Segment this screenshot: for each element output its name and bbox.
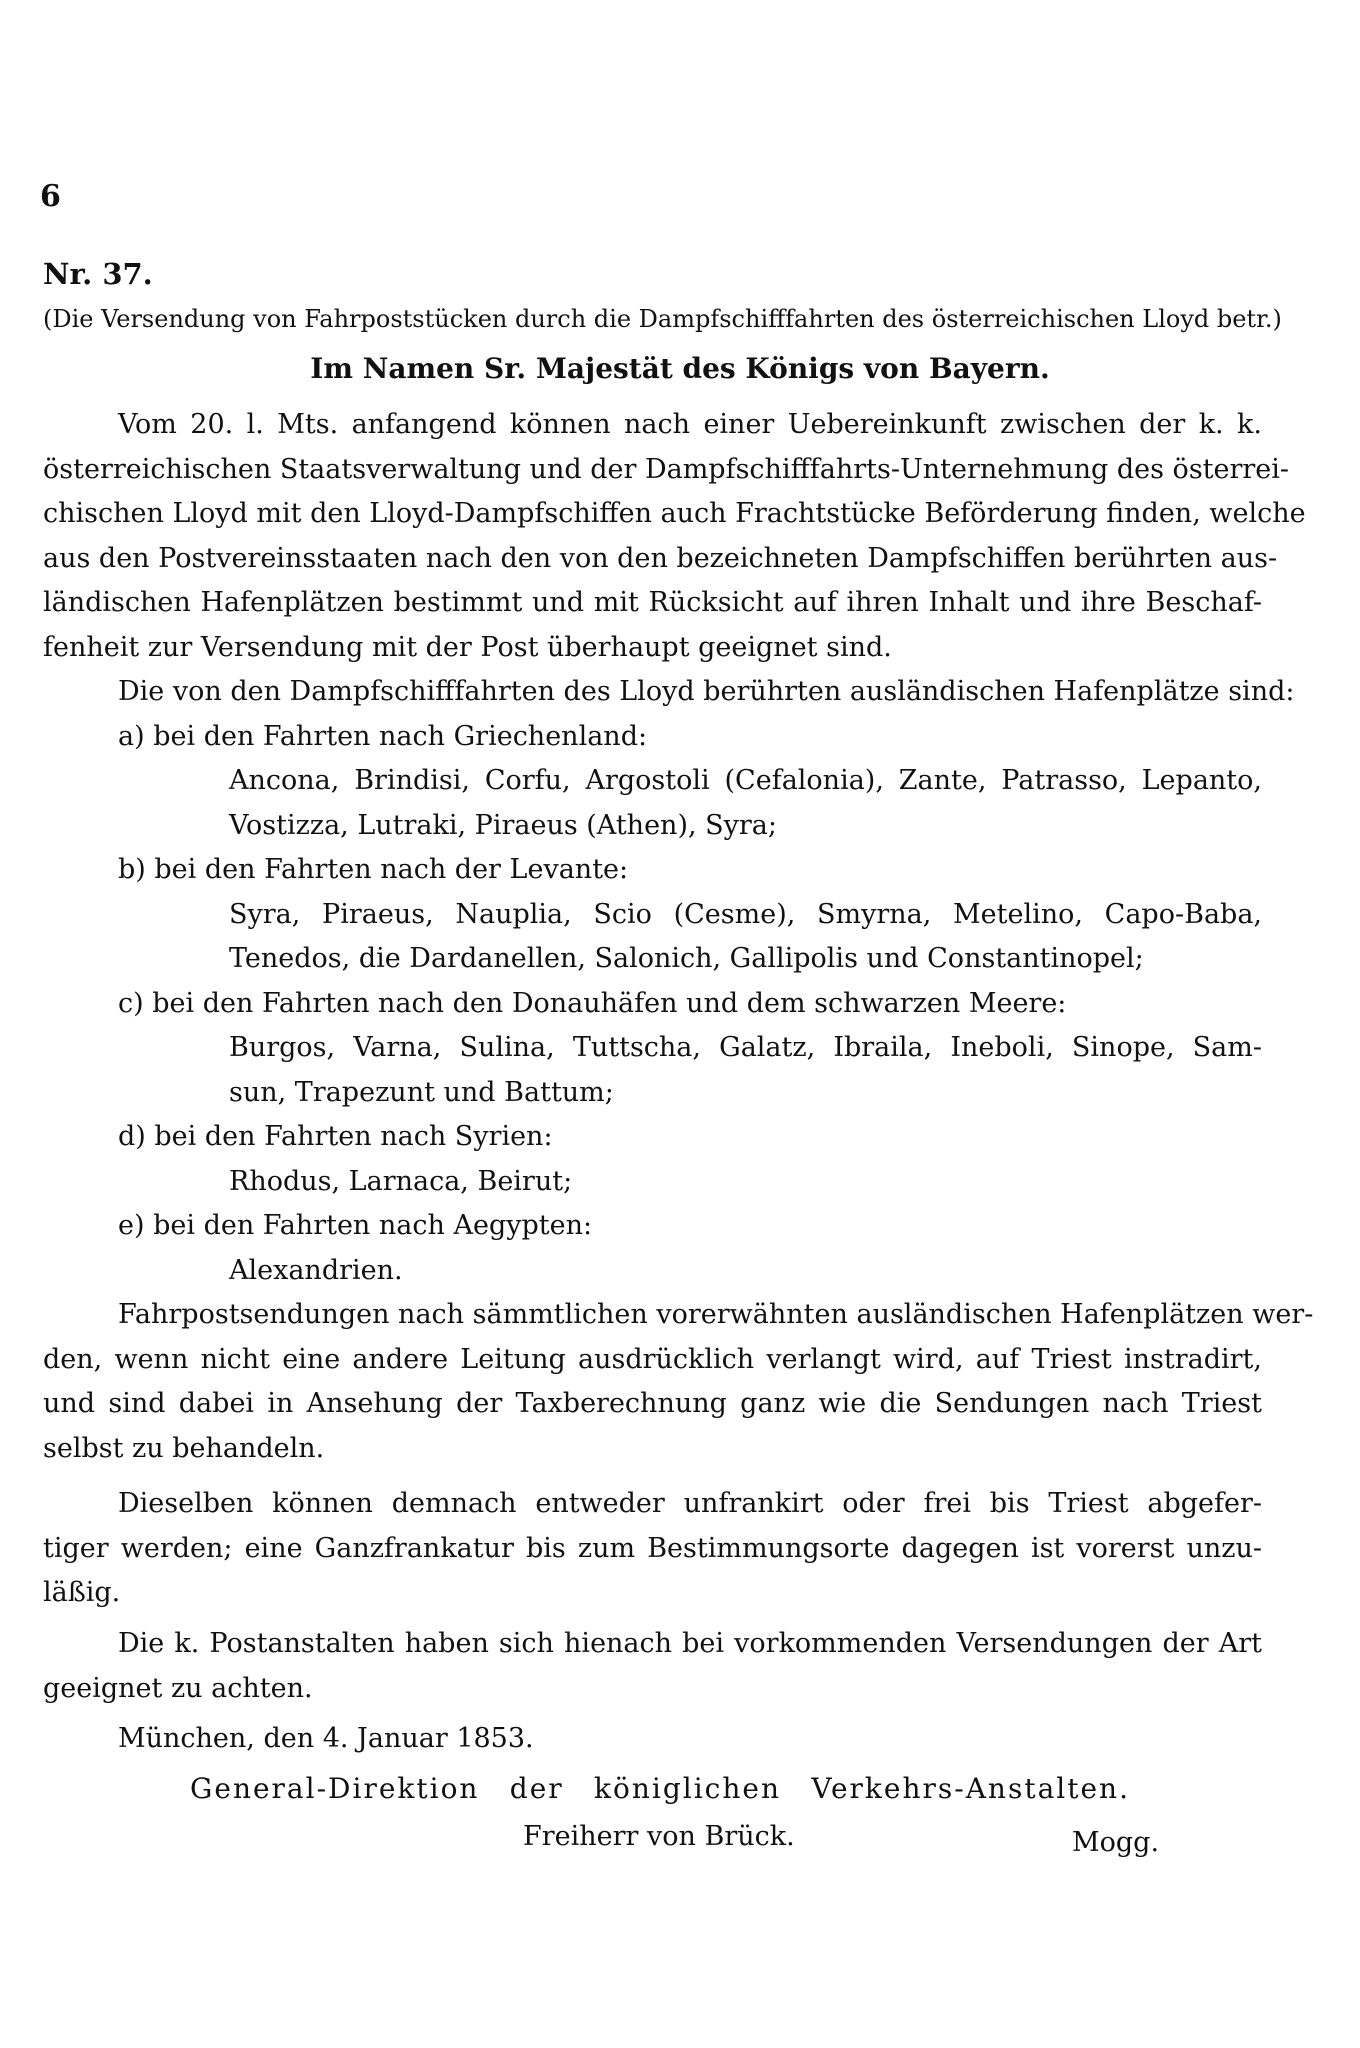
paragraph-1-line: aus den Postvereinsstaaten nach den von den bezeichneten Dampfschiffen berührten aus- xyxy=(43,543,1278,574)
paragraph-3-line: Fahrpostsendungen nach sämmtlichen vorerwähnten ausländischen Hafenplätzen wer- xyxy=(118,1299,1314,1330)
route-ports: Syra, Piraeus, Nauplia, Scio (Cesme), Smyrna, Metelino, Capo-Baba, xyxy=(229,899,1262,930)
paragraph-5-line: Die k. Postanstalten haben sich hienach bei vorkommenden Versendungen der Art xyxy=(118,1628,1262,1659)
route-label-syria: d) bei den Fahrten nach Syrien: xyxy=(118,1121,553,1152)
route-label-levant: b) bei den Fahrten nach der Levante: xyxy=(118,854,629,885)
route-label-egypt: e) bei den Fahrten nach Aegypten: xyxy=(118,1210,593,1241)
paragraph-4-line: Dieselben können demnach entweder unfrankirt oder frei bis Triest abgefer- xyxy=(118,1488,1262,1519)
signatory-mogg: Mogg. xyxy=(1072,1827,1160,1858)
paragraph-4-line: läßig. xyxy=(43,1577,121,1608)
page-number: 6 xyxy=(40,179,61,214)
signature-organization: General-Direktion der königlichen Verkehrs-Anstalten. xyxy=(190,1772,1130,1805)
paragraph-4-line: tiger werden; eine Ganzfrankatur bis zum Bestimmungsorte dagegen ist vorerst unzu- xyxy=(43,1533,1262,1564)
decree-number: Nr. 37. xyxy=(43,257,153,291)
route-label-greece: a) bei den Fahrten nach Griechenland: xyxy=(118,721,648,752)
route-ports: Ancona, Brindisi, Corfu, Argostoli (Cefalonia), Zante, Patrasso, Lepanto, xyxy=(229,765,1262,796)
paragraph-1-line: ländischen Hafenplätzen bestimmt und mit Rücksicht auf ihren Inhalt und ihre Beschaf- xyxy=(43,587,1262,618)
decree-subject: (Die Versendung von Fahrpoststücken durch die Dampfschifffahrten des österreichischen Lloyd betr.) xyxy=(43,305,1282,333)
paragraph-1-line: chischen Lloyd mit den Lloyd-Dampfschiffen auch Frachtstücke Beförderung finden, welche xyxy=(43,498,1306,529)
paragraph-3-line: selbst zu behandeln. xyxy=(43,1433,325,1464)
paragraph-3-line: und sind dabei in Ansehung der Taxberechnung ganz wie die Sendungen nach Triest xyxy=(43,1388,1262,1419)
route-label-danube: c) bei den Fahrten nach den Donauhäfen und dem schwarzen Meere: xyxy=(118,988,1067,1019)
decree-heading: Im Namen Sr. Majestät des Königs von Bayern. xyxy=(310,352,1050,385)
route-ports: Rhodus, Larnaca, Beirut; xyxy=(229,1166,573,1197)
route-ports: sun, Trapezunt und Battum; xyxy=(229,1077,614,1108)
route-ports: Alexandrien. xyxy=(229,1255,403,1286)
paragraph-3-line: den, wenn nicht eine andere Leitung ausdrücklich verlangt wird, auf Triest instradirt, xyxy=(43,1344,1262,1375)
signatory-brueck: Freiherr von Brück. xyxy=(523,1821,795,1852)
date-line: München, den 4. Januar 1853. xyxy=(118,1723,534,1754)
route-ports: Vostizza, Lutraki, Piraeus (Athen), Syra; xyxy=(229,810,777,841)
paragraph-1-line: Vom 20. l. Mts. anfangend können nach einer Uebereinkunft zwischen der k. k. xyxy=(118,409,1262,440)
paragraph-1-line: österreichischen Staatsverwaltung und der Dampfschifffahrts-Unternehmung des österrei- xyxy=(43,454,1290,485)
paragraph-1-line: fenheit zur Versendung mit der Post überhaupt geeignet sind. xyxy=(43,632,892,663)
route-ports: Burgos, Varna, Sulina, Tuttscha, Galatz, Ibraila, Ineboli, Sinope, Sam- xyxy=(229,1032,1262,1063)
paragraph-5-line: geeignet zu achten. xyxy=(43,1673,313,1704)
ports-intro: Die von den Dampfschifffahrten des Lloyd berührten ausländischen Hafenplätze sind: xyxy=(118,676,1295,707)
route-ports: Tenedos, die Dardanellen, Salonich, Gallipolis und Constantinopel; xyxy=(229,943,1144,974)
